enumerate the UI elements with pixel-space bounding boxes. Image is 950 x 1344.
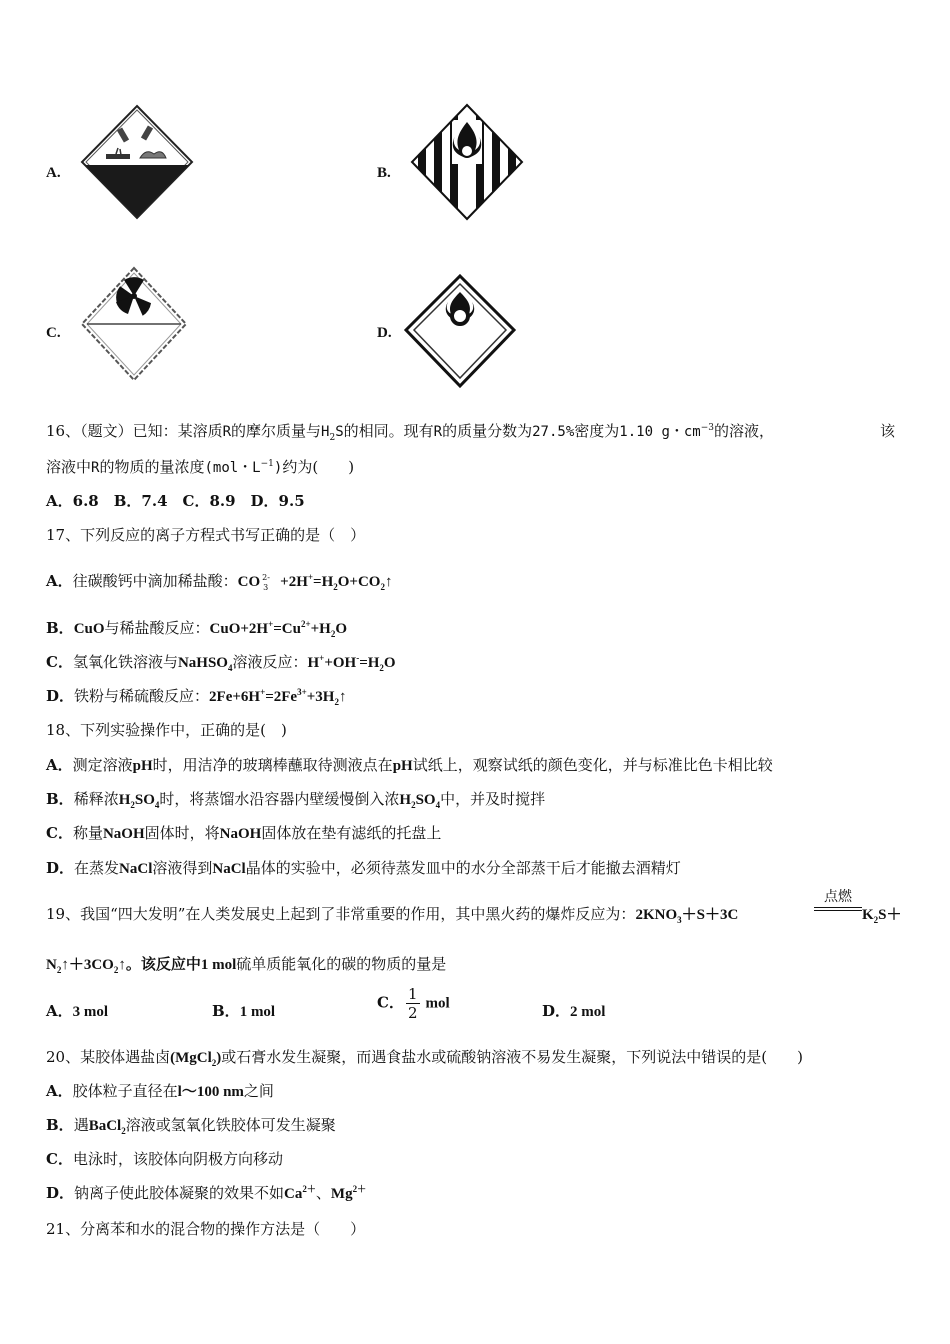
q20-option-c: C．电泳时，该胶体向阴极方向移动	[46, 1150, 283, 1168]
q19-option-c: C． $\frac{1}{2}$ mol	[377, 985, 450, 1022]
corrosive-sign-icon	[78, 100, 196, 224]
q19-option-b: B．1 mol	[212, 1002, 276, 1020]
option-d-label: D.	[377, 325, 392, 341]
q19-option-a: A．3 mol	[46, 1002, 109, 1020]
q19-line2: $N_2↑+3CO_2↑$。该反应中1 mol硫单质能氧化的碳的物质的量是	[46, 955, 447, 975]
q17-option-a: A．往碳酸钙中滴加稀盐酸：CO 2- 3 $+2H^+=H_2O+CO_2↑$	[46, 572, 393, 592]
q16-line1: 16、（题文）已知：某溶质R的摩尔质量与$H_2S$的相同。现有R的质量分数为27.5%密度为1.10 g・$cm^{-3}$的溶液，	[46, 422, 775, 443]
q20-option-a: A．胶体粒子直径在l～100 nm之间	[46, 1082, 274, 1100]
q16-line1-end: 该	[880, 422, 896, 440]
q17-option-c: C．氢氧化铁溶液与NaHSO$_4$溶液反应：$H^++OH^-=H_2O$	[46, 653, 396, 673]
q19-line1: 19、我国“四大发明”在人类发展史上起到了非常重要的作用，其中黑火药的爆炸反应为：$2KNO_3+S+3C$	[46, 905, 739, 925]
oxidizer-sign-icon	[402, 272, 518, 390]
q18-stem: 18、下列实验操作中，正确的是( )	[46, 721, 287, 739]
q16-line2: 溶液中R的物质的量浓度(mol・$L^{-1}$)约为( )	[46, 458, 355, 476]
fraction-one-half: $\frac{1}{2}$	[407, 985, 418, 1022]
q19-line1-end: $K_2S+$	[862, 907, 902, 925]
q17-option-b: B．CuO与稀盐酸反应：$CuO+2H^+=Cu^{2+}+H_2O$	[46, 619, 348, 639]
q17-option-d: D．铁粉与稀硫酸反应：$2Fe+6H^+=2Fe^{3+}+3H_2↑$	[46, 687, 347, 707]
q17-stem: 17、下列反应的离子方程式书写正确的是（ ）	[46, 526, 366, 544]
q20-option-d: D．钠离子使此胶体凝聚的效果不如$Ca^{2+}$、$Mg^{2+}$	[46, 1184, 367, 1202]
radioactive-sign-icon	[78, 262, 190, 386]
reaction-condition: 点燃	[814, 886, 862, 911]
option-a-label: A.	[46, 165, 61, 181]
spontaneously-combustible-sign-icon	[408, 100, 526, 224]
q18-option-c: C．称量NaOH固体时，将NaOH固体放在垫有滤纸的托盘上	[46, 824, 442, 842]
q19-option-d: D．2 mol	[542, 1002, 606, 1020]
q20-option-b: B．遇BaCl$_2$溶液或氢氧化铁胶体可发生凝聚	[46, 1116, 336, 1136]
q16-options: A．6.8 B．7.4 C．8.9 D．9.5	[46, 492, 305, 510]
q21-stem: 21、分离苯和水的混合物的操作方法是（ ）	[46, 1220, 366, 1238]
option-b-label: B.	[377, 165, 391, 181]
q18-option-a: A．测定溶液pH时，用洁净的玻璃棒蘸取待测液点在pH试纸上，观察试纸的颜色变化，并与标准比色卡相比较	[46, 756, 773, 774]
q18-option-b: B．稀释浓$H_2SO_4$时，将蒸馏水沿容器内壁缓慢倒入浓$H_2SO_4$中，并及时搅拌	[46, 790, 546, 810]
q18-option-d: D．在蒸发NaCl溶液得到NaCl晶体的实验中，必须待蒸发皿中的水分全部蒸干后才能撤去酒精灯	[46, 859, 681, 877]
q20-stem: 20、某胶体遇盐卤(MgCl$_2$)或石膏水发生凝聚，而遇食盐水或硫酸钠溶液不易发生凝聚，下列说法中错误的是( )	[46, 1048, 803, 1068]
option-c-label: C.	[46, 325, 61, 341]
